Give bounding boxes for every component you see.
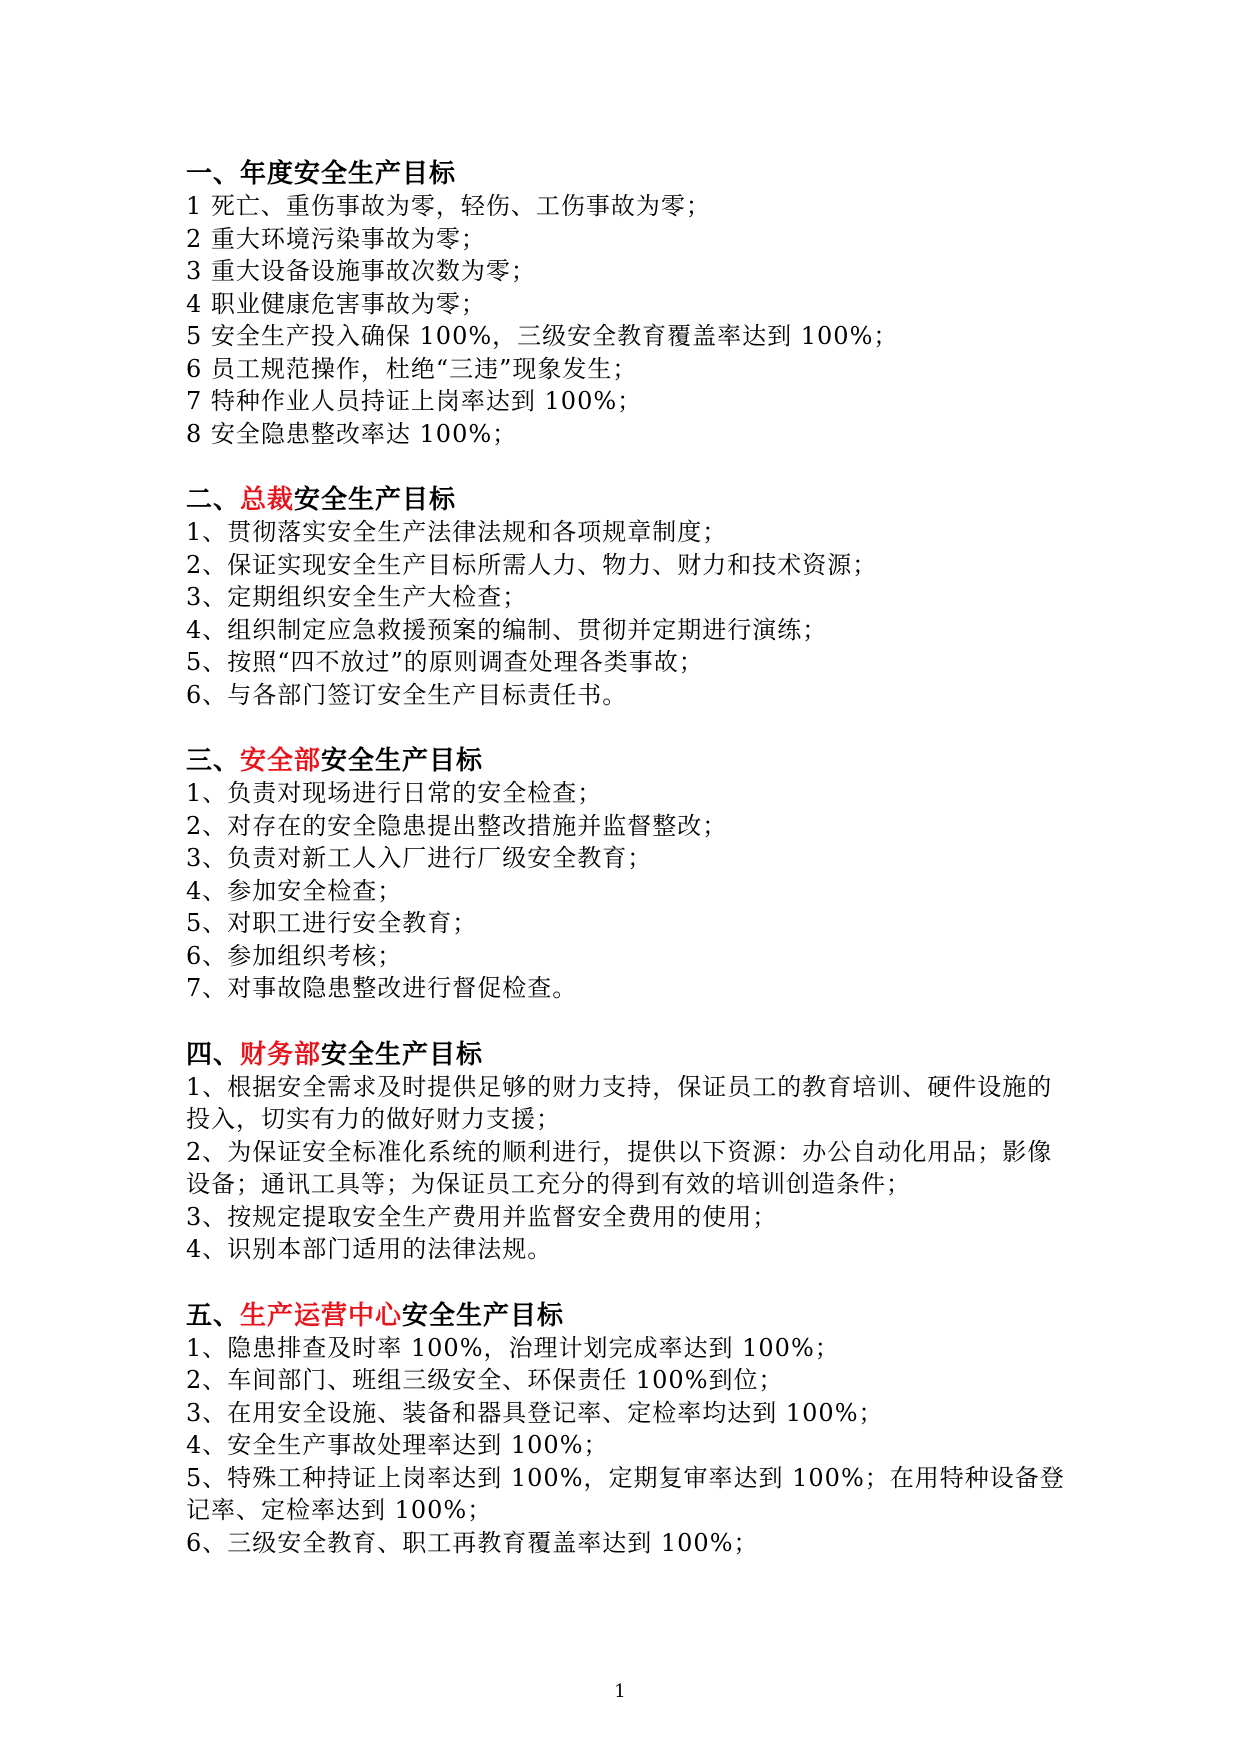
section-heading: 二、总裁安全生产目标 <box>186 485 457 515</box>
document-body <box>186 158 1066 1593</box>
section-finance-dept-goals <box>186 1039 1066 1266</box>
list-item: 2、为保证安全标准化系统的顺利进行，提供以下资源：办公自动化用品；影像设备；通讯工具等；为保证员工充分的得到有效的培训创造条件； <box>186 1137 1053 1198</box>
list-item: 3、在用安全设施、装备和器具登记率、定检率均达到 100%； <box>186 1398 884 1427</box>
list-item: 3 重大设备设施事故次数为零； <box>186 257 536 285</box>
list-item: 5、按照“四不放过”的原则调查处理各类事故； <box>186 648 704 676</box>
list-item: 6 员工规范操作，杜绝“三违”现象发生； <box>186 354 638 383</box>
list-item: 5 安全生产投入确保 100%，三级安全教育覆盖率达到 100%； <box>186 322 899 350</box>
heading-highlight: 总裁 <box>240 485 295 515</box>
list-item: 4、参加安全检查； <box>186 876 403 905</box>
list-item: 1、隐患排查及时率 100%，治理计划完成率达到 100%； <box>186 1333 840 1362</box>
list-item: 3、负责对新工人入厂进行厂级安全教育； <box>186 844 653 872</box>
heading-highlight: 安全部 <box>240 746 322 776</box>
section-heading: 三、安全部安全生产目标 <box>186 746 484 776</box>
page-number: 1 <box>614 1681 626 1702</box>
list-item: 6、参加组织考核； <box>186 941 403 970</box>
list-item: 1 死亡、重伤事故为零，轻伤、工伤事故为零； <box>186 192 711 220</box>
list-item: 2、车间部门、班组三级安全、环保责任 100%到位； <box>186 1366 784 1394</box>
list-item: 3、按规定提取安全生产费用并监督安全费用的使用； <box>186 1202 778 1231</box>
list-item: 2、对存在的安全隐患提出整改措施并监督整改； <box>186 811 728 840</box>
heading-highlight: 生产运营中心 <box>240 1300 403 1331</box>
list-item: 7 特种作业人员持证上岗率达到 100%； <box>186 387 643 415</box>
section-operations-center-goals <box>186 1300 1066 1560</box>
list-item: 4 职业健康危害事故为零； <box>186 289 486 318</box>
list-item: 1、根据安全需求及时提供足够的财力支持，保证员工的教育培训、硬件设施的投入，切实有力的做好财力支援； <box>186 1072 1053 1133</box>
list-item: 6、三级安全教育、职工再教育覆盖率达到 100%； <box>186 1528 759 1557</box>
list-item: 4、组织制定应急救援预案的编制、贯彻并定期进行演练； <box>186 615 828 644</box>
section-heading: 五、生产运营中心安全生产目标 <box>186 1300 565 1331</box>
list-item: 3、定期组织安全生产大检查； <box>186 583 528 611</box>
list-item: 4、识别本部门适用的法律法规。 <box>186 1235 553 1263</box>
list-item: 1、负责对现场进行日常的安全检查； <box>186 779 603 807</box>
list-item: 6、与各部门签订安全生产目标责任书。 <box>186 680 628 709</box>
list-item: 5、特殊工种持证上岗率达到 100%，定期复审率达到 100%；在用特种设备登记率、定检率达到 100%； <box>186 1463 1065 1524</box>
list-item: 2、保证实现安全生产目标所需人力、物力、财力和技术资源； <box>186 550 878 579</box>
section-president-goals <box>186 484 1066 711</box>
list-item: 5、对职工进行安全教育； <box>186 909 478 937</box>
section-heading: 一、年度安全生产目标 <box>186 159 457 189</box>
list-item: 8 安全隐患整改率达 100%； <box>186 419 518 448</box>
list-item: 7、对事故隐患整改进行督促检查。 <box>186 974 578 1002</box>
section-safety-dept-goals <box>186 745 1066 1005</box>
list-item: 2 重大环境污染事故为零； <box>186 224 486 253</box>
list-item: 1、贯彻落实安全生产法律法规和各项规章制度； <box>186 518 728 546</box>
section-heading: 四、财务部安全生产目标 <box>186 1039 484 1070</box>
list-item: 4、安全生产事故处理率达到 100%； <box>186 1431 609 1459</box>
section-annual-goals <box>186 158 1066 450</box>
heading-highlight: 财务部 <box>240 1039 322 1070</box>
